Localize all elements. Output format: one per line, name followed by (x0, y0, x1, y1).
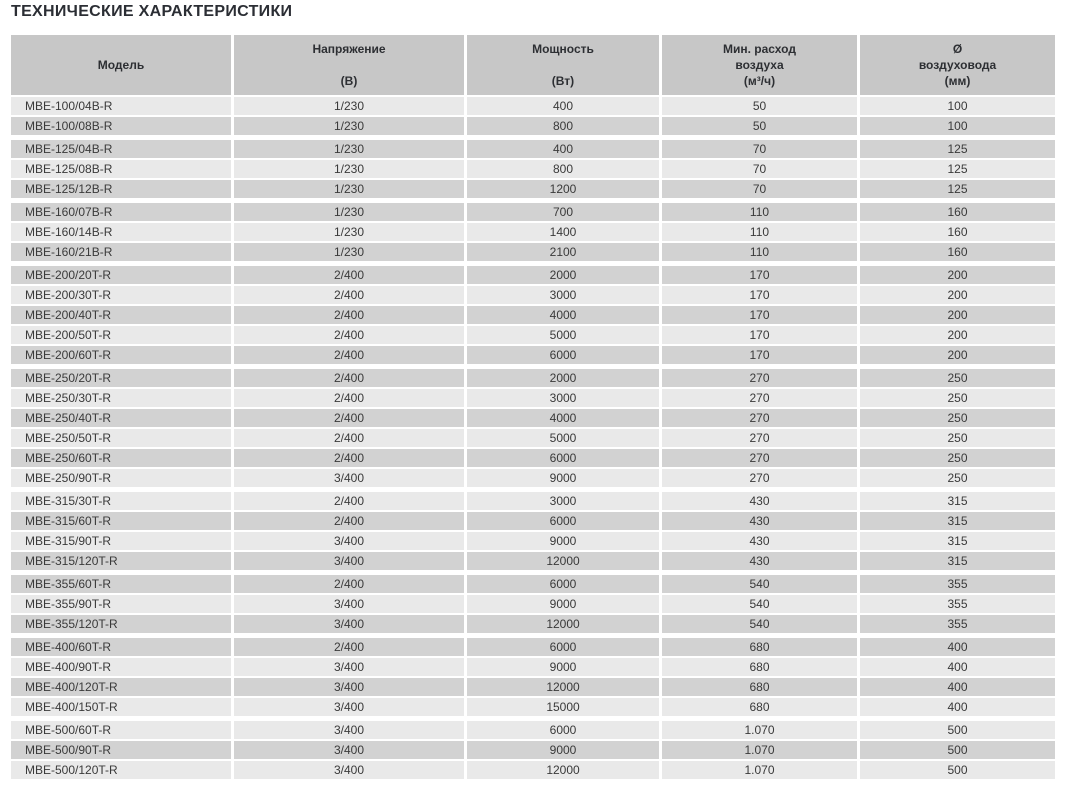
table-group (11, 369, 1055, 487)
cell-diameter: 160 (860, 243, 1055, 261)
cell-diameter: 355 (860, 575, 1055, 593)
cell-model: MBE-400/150T-R (11, 698, 231, 716)
column-header-diameter: Ø воздуховода (мм) (860, 35, 1055, 95)
column-header-power: Мощность (Вт) (467, 35, 659, 95)
cell-diameter: 250 (860, 369, 1055, 387)
table-row (11, 389, 1055, 407)
cell-airflow: 1.070 (662, 741, 857, 759)
cell-diameter: 355 (860, 615, 1055, 633)
cell-voltage: 3/400 (234, 615, 464, 633)
cell-voltage: 2/400 (234, 306, 464, 324)
cell-model: MBE-250/40T-R (11, 409, 231, 427)
cell-voltage: 2/400 (234, 346, 464, 364)
cell-power: 6000 (467, 638, 659, 656)
specifications-table (11, 35, 1055, 781)
cell-model: MBE-400/60T-R (11, 638, 231, 656)
cell-voltage: 2/400 (234, 389, 464, 407)
cell-power: 9000 (467, 658, 659, 676)
cell-power: 2000 (467, 266, 659, 284)
cell-power: 400 (467, 97, 659, 115)
cell-power: 9000 (467, 595, 659, 613)
cell-voltage: 1/230 (234, 203, 464, 221)
table-row (11, 203, 1055, 221)
cell-model: MBE-100/08B-R (11, 117, 231, 135)
cell-voltage: 2/400 (234, 512, 464, 530)
cell-diameter: 125 (860, 160, 1055, 178)
cell-voltage: 3/400 (234, 678, 464, 696)
cell-power: 6000 (467, 449, 659, 467)
table-row (11, 741, 1055, 759)
cell-airflow: 270 (662, 429, 857, 447)
cell-diameter: 250 (860, 429, 1055, 447)
cell-airflow: 170 (662, 326, 857, 344)
cell-model: MBE-315/90T-R (11, 532, 231, 550)
cell-model: MBE-200/20T-R (11, 266, 231, 284)
table-row (11, 266, 1055, 284)
cell-voltage: 3/400 (234, 741, 464, 759)
table-group (11, 638, 1055, 716)
table-row (11, 409, 1055, 427)
table-row (11, 638, 1055, 656)
cell-power: 700 (467, 203, 659, 221)
cell-airflow: 170 (662, 306, 857, 324)
cell-voltage: 1/230 (234, 140, 464, 158)
cell-power: 6000 (467, 721, 659, 739)
cell-voltage: 3/400 (234, 721, 464, 739)
cell-model: MBE-250/60T-R (11, 449, 231, 467)
table-row (11, 492, 1055, 510)
cell-diameter: 200 (860, 326, 1055, 344)
cell-airflow: 50 (662, 97, 857, 115)
table-row (11, 429, 1055, 447)
cell-airflow: 680 (662, 658, 857, 676)
column-header-voltage: Напряжение (В) (234, 35, 464, 95)
table-row (11, 532, 1055, 550)
cell-voltage: 3/400 (234, 469, 464, 487)
cell-diameter: 315 (860, 512, 1055, 530)
column-header-airflow: Мин. расход воздуха (м³/ч) (662, 35, 857, 95)
cell-airflow: 50 (662, 117, 857, 135)
cell-diameter: 400 (860, 658, 1055, 676)
cell-airflow: 270 (662, 469, 857, 487)
cell-model: MBE-160/14B-R (11, 223, 231, 241)
table-row (11, 243, 1055, 261)
cell-airflow: 680 (662, 678, 857, 696)
table-row (11, 449, 1055, 467)
cell-model: MBE-400/120T-R (11, 678, 231, 696)
cell-voltage: 2/400 (234, 429, 464, 447)
cell-diameter: 125 (860, 140, 1055, 158)
cell-model: MBE-500/90T-R (11, 741, 231, 759)
table-row (11, 117, 1055, 135)
table-row (11, 97, 1055, 115)
cell-airflow: 270 (662, 409, 857, 427)
cell-airflow: 70 (662, 160, 857, 178)
table-row (11, 761, 1055, 779)
table-row (11, 512, 1055, 530)
cell-model: MBE-160/21B-R (11, 243, 231, 261)
cell-diameter: 250 (860, 469, 1055, 487)
table-row (11, 575, 1055, 593)
cell-diameter: 100 (860, 117, 1055, 135)
cell-power: 800 (467, 117, 659, 135)
cell-power: 12000 (467, 615, 659, 633)
cell-model: MBE-125/04B-R (11, 140, 231, 158)
cell-power: 9000 (467, 532, 659, 550)
cell-power: 5000 (467, 429, 659, 447)
cell-diameter: 200 (860, 306, 1055, 324)
cell-airflow: 540 (662, 615, 857, 633)
cell-power: 2100 (467, 243, 659, 261)
cell-airflow: 270 (662, 389, 857, 407)
table-row (11, 552, 1055, 570)
cell-power: 12000 (467, 552, 659, 570)
cell-model: MBE-125/08B-R (11, 160, 231, 178)
table-row (11, 469, 1055, 487)
cell-power: 6000 (467, 512, 659, 530)
cell-voltage: 3/400 (234, 552, 464, 570)
cell-diameter: 400 (860, 698, 1055, 716)
cell-model: MBE-200/60T-R (11, 346, 231, 364)
cell-diameter: 500 (860, 761, 1055, 779)
cell-diameter: 315 (860, 492, 1055, 510)
cell-voltage: 2/400 (234, 575, 464, 593)
table-row (11, 595, 1055, 613)
cell-airflow: 430 (662, 552, 857, 570)
cell-voltage: 1/230 (234, 180, 464, 198)
cell-model: MBE-250/20T-R (11, 369, 231, 387)
cell-power: 6000 (467, 346, 659, 364)
table-group (11, 140, 1055, 198)
cell-airflow: 680 (662, 698, 857, 716)
cell-power: 6000 (467, 575, 659, 593)
cell-model: MBE-250/90T-R (11, 469, 231, 487)
cell-voltage: 2/400 (234, 409, 464, 427)
cell-power: 800 (467, 160, 659, 178)
cell-airflow: 110 (662, 243, 857, 261)
table-header-row (11, 35, 1055, 95)
table-group (11, 721, 1055, 779)
cell-model: MBE-160/07B-R (11, 203, 231, 221)
table-group (11, 266, 1055, 364)
cell-model: MBE-200/50T-R (11, 326, 231, 344)
table-row (11, 678, 1055, 696)
table-row (11, 698, 1055, 716)
table-row (11, 223, 1055, 241)
cell-diameter: 200 (860, 266, 1055, 284)
cell-diameter: 355 (860, 595, 1055, 613)
cell-diameter: 160 (860, 203, 1055, 221)
cell-power: 4000 (467, 306, 659, 324)
cell-voltage: 2/400 (234, 449, 464, 467)
cell-voltage: 3/400 (234, 658, 464, 676)
cell-power: 400 (467, 140, 659, 158)
cell-model: MBE-315/120T-R (11, 552, 231, 570)
cell-model: MBE-100/04B-R (11, 97, 231, 115)
cell-power: 9000 (467, 741, 659, 759)
cell-diameter: 315 (860, 552, 1055, 570)
cell-airflow: 70 (662, 140, 857, 158)
cell-airflow: 170 (662, 266, 857, 284)
cell-voltage: 2/400 (234, 266, 464, 284)
cell-power: 5000 (467, 326, 659, 344)
page-title: ТЕХНИЧЕСКИЕ ХАРАКТЕРИСТИКИ (11, 3, 293, 20)
cell-power: 1200 (467, 180, 659, 198)
cell-model: MBE-315/60T-R (11, 512, 231, 530)
cell-airflow: 170 (662, 286, 857, 304)
table-row (11, 286, 1055, 304)
cell-airflow: 70 (662, 180, 857, 198)
cell-voltage: 2/400 (234, 638, 464, 656)
cell-power: 4000 (467, 409, 659, 427)
cell-model: MBE-355/60T-R (11, 575, 231, 593)
cell-model: MBE-250/50T-R (11, 429, 231, 447)
cell-diameter: 250 (860, 409, 1055, 427)
table-row (11, 306, 1055, 324)
cell-voltage: 2/400 (234, 369, 464, 387)
cell-airflow: 680 (662, 638, 857, 656)
table-row (11, 346, 1055, 364)
cell-power: 3000 (467, 286, 659, 304)
cell-airflow: 540 (662, 575, 857, 593)
table-group (11, 492, 1055, 570)
cell-diameter: 400 (860, 678, 1055, 696)
cell-diameter: 500 (860, 741, 1055, 759)
cell-airflow: 430 (662, 492, 857, 510)
cell-voltage: 2/400 (234, 492, 464, 510)
cell-diameter: 315 (860, 532, 1055, 550)
cell-voltage: 3/400 (234, 761, 464, 779)
cell-airflow: 1.070 (662, 721, 857, 739)
cell-power: 15000 (467, 698, 659, 716)
table-row (11, 658, 1055, 676)
cell-airflow: 110 (662, 203, 857, 221)
cell-voltage: 3/400 (234, 532, 464, 550)
table-row (11, 615, 1055, 633)
cell-airflow: 430 (662, 512, 857, 530)
cell-voltage: 3/400 (234, 595, 464, 613)
cell-diameter: 250 (860, 389, 1055, 407)
cell-voltage: 1/230 (234, 117, 464, 135)
cell-airflow: 540 (662, 595, 857, 613)
cell-diameter: 200 (860, 346, 1055, 364)
cell-model: MBE-125/12B-R (11, 180, 231, 198)
cell-diameter: 400 (860, 638, 1055, 656)
cell-model: MBE-400/90T-R (11, 658, 231, 676)
cell-power: 9000 (467, 469, 659, 487)
table-row (11, 180, 1055, 198)
cell-model: MBE-200/30T-R (11, 286, 231, 304)
cell-power: 12000 (467, 761, 659, 779)
table-group (11, 97, 1055, 135)
cell-model: MBE-250/30T-R (11, 389, 231, 407)
cell-power: 1400 (467, 223, 659, 241)
cell-airflow: 1.070 (662, 761, 857, 779)
cell-power: 12000 (467, 678, 659, 696)
cell-power: 2000 (467, 369, 659, 387)
table-group (11, 203, 1055, 261)
cell-voltage: 1/230 (234, 243, 464, 261)
cell-diameter: 500 (860, 721, 1055, 739)
cell-model: MBE-500/60T-R (11, 721, 231, 739)
cell-diameter: 125 (860, 180, 1055, 198)
cell-airflow: 430 (662, 532, 857, 550)
cell-model: MBE-315/30T-R (11, 492, 231, 510)
table-row (11, 140, 1055, 158)
cell-airflow: 110 (662, 223, 857, 241)
cell-voltage: 1/230 (234, 160, 464, 178)
table-row (11, 326, 1055, 344)
cell-diameter: 200 (860, 286, 1055, 304)
cell-model: MBE-355/90T-R (11, 595, 231, 613)
cell-diameter: 250 (860, 449, 1055, 467)
table-row (11, 160, 1055, 178)
cell-model: MBE-200/40T-R (11, 306, 231, 324)
cell-model: MBE-355/120T-R (11, 615, 231, 633)
table-row (11, 369, 1055, 387)
cell-voltage: 3/400 (234, 698, 464, 716)
cell-airflow: 170 (662, 346, 857, 364)
column-header-model: Модель (11, 35, 231, 95)
cell-diameter: 100 (860, 97, 1055, 115)
cell-power: 3000 (467, 389, 659, 407)
cell-voltage: 1/230 (234, 97, 464, 115)
cell-power: 3000 (467, 492, 659, 510)
cell-voltage: 2/400 (234, 326, 464, 344)
cell-model: MBE-500/120T-R (11, 761, 231, 779)
cell-voltage: 1/230 (234, 223, 464, 241)
cell-airflow: 270 (662, 369, 857, 387)
cell-diameter: 160 (860, 223, 1055, 241)
table-group (11, 575, 1055, 633)
table-body (11, 97, 1055, 779)
cell-airflow: 270 (662, 449, 857, 467)
table-row (11, 721, 1055, 739)
cell-voltage: 2/400 (234, 286, 464, 304)
